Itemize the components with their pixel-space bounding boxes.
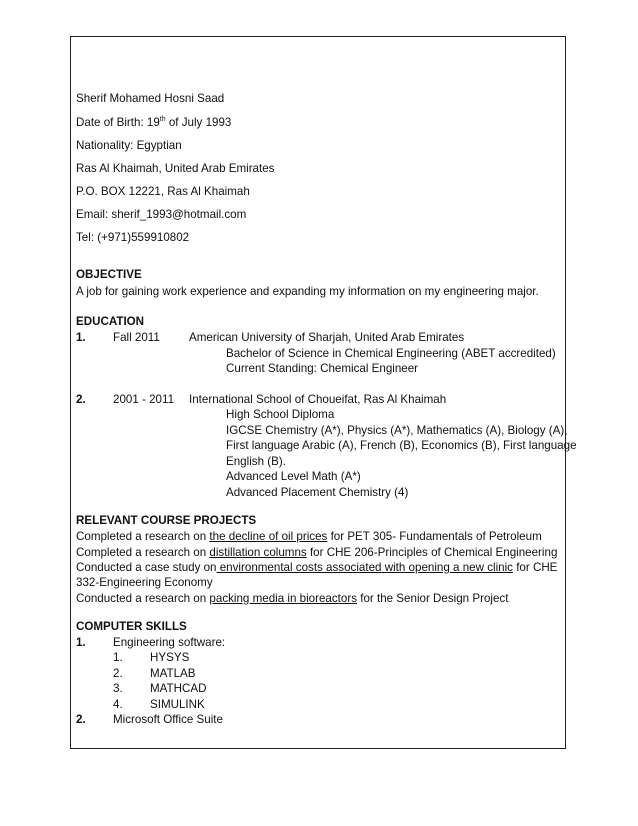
po-box: P.O. BOX 12221, Ras Al Khaimah (76, 185, 250, 198)
project-line: 332-Engineering Economy (76, 576, 213, 589)
education-heading: EDUCATION (76, 315, 145, 328)
software-name: MATHCAD (150, 682, 207, 695)
objective-heading: OBJECTIVE (76, 268, 142, 281)
software-num: 1. (113, 651, 123, 664)
project-line: Conducted a case study on environmental costs associated with opening a new clinic for CHE (76, 561, 558, 574)
email: Email: sherif_1993@hotmail.com (76, 208, 247, 221)
skills-num-1: 1. (76, 636, 86, 649)
date-of-birth: Date of Birth: 19th of July 1993 (76, 116, 232, 129)
software-name: MATLAB (150, 667, 196, 680)
software-num: 2. (113, 667, 123, 680)
skills-item-2: Microsoft Office Suite (113, 713, 223, 726)
software-name: SIMULINK (150, 698, 205, 711)
project-line: Completed a research on the decline of oil prices for PET 305- Fundamentals of Petroleum (76, 530, 542, 543)
skills-heading: COMPUTER SKILLS (76, 620, 187, 633)
education-detail: Advanced Level Math (A*) (226, 470, 361, 483)
candidate-name: Sherif Mohamed Hosni Saad (76, 92, 225, 105)
education-num-1: 1. (76, 331, 86, 344)
education-num-2: 2. (76, 393, 86, 406)
education-period-2: 2001 - 2011 (113, 393, 175, 406)
project-line: Completed a research on distillation columns for CHE 206-Principles of Chemical Engineering (76, 546, 558, 559)
education-detail: IGCSE Chemistry (A*), Physics (A*), Mathematics (A), Biology (A), (226, 424, 568, 437)
telephone: Tel: (+971)559910802 (76, 231, 190, 244)
skills-num-2: 2. (76, 713, 86, 726)
education-detail: Bachelor of Science in Chemical Engineering (ABET accredited) (226, 347, 556, 360)
education-detail: First language Arabic (A), French (B), Economics (B), First language (226, 439, 577, 452)
objective-text: A job for gaining work experience and expanding my information on my engineering major. (76, 285, 539, 298)
education-institution-1: American University of Sharjah, United Arab Emirates (189, 331, 465, 344)
education-detail: High School Diploma (226, 408, 335, 421)
education-detail: Advanced Placement Chemistry (4) (226, 486, 409, 499)
education-detail: Current Standing: Chemical Engineer (226, 362, 419, 375)
software-name: HYSYS (150, 651, 190, 664)
software-num: 4. (113, 698, 123, 711)
education-period-1: Fall 2011 (113, 331, 160, 344)
skills-item-1: Engineering software: (113, 636, 226, 649)
projects-heading: RELEVANT COURSE PROJECTS (76, 514, 257, 527)
project-line: Conducted a research on packing media in bioreactors for the Senior Design Project (76, 592, 509, 605)
software-num: 3. (113, 682, 123, 695)
education-detail: English (B). (226, 455, 286, 468)
nationality: Nationality: Egyptian (76, 139, 182, 152)
education-institution-2: International School of Choueifat, Ras Al Khaimah (189, 393, 447, 406)
location: Ras Al Khaimah, United Arab Emirates (76, 162, 275, 175)
